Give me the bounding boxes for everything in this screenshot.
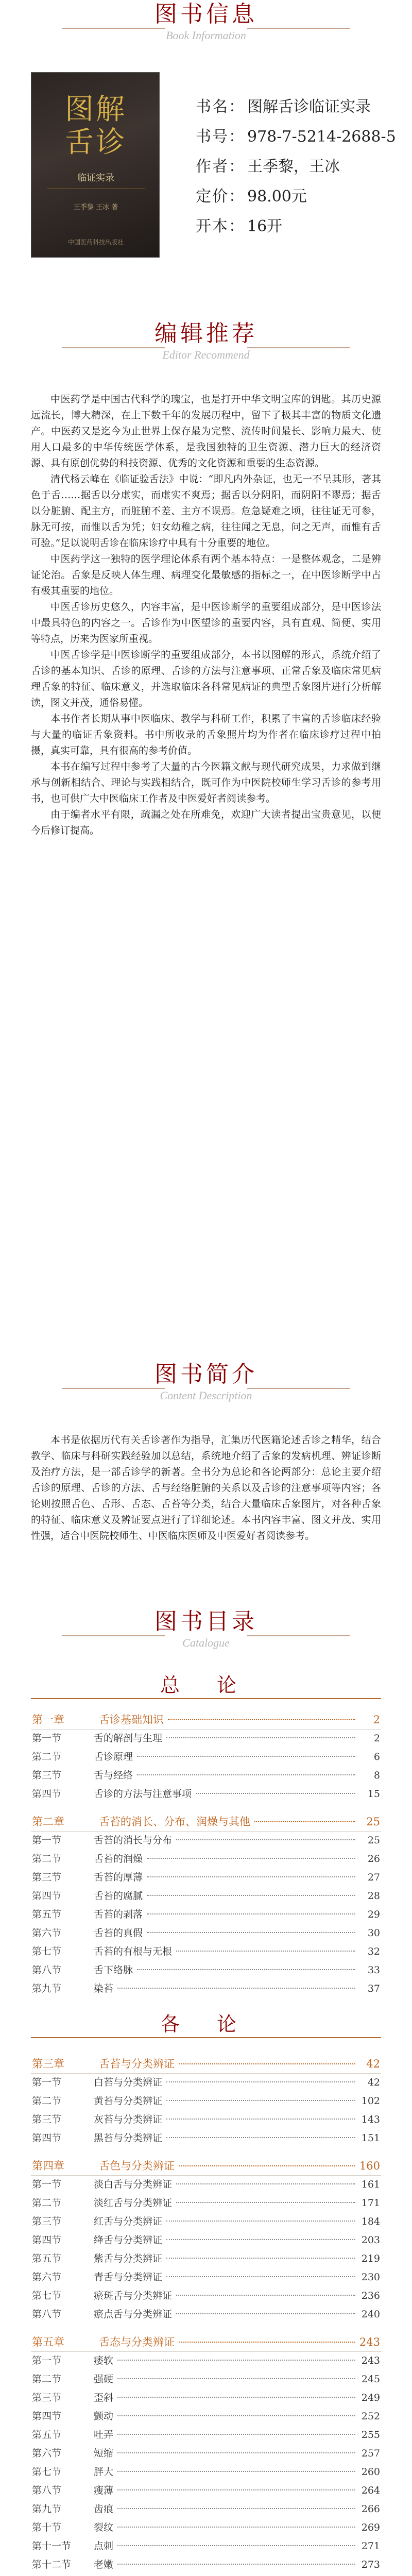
toc-entry-number: 第二节 (32, 2374, 62, 2385)
brief-text (31, 1432, 381, 1544)
toc-entry-page: 230 (361, 2272, 380, 2283)
toc-entry-number: 第七节 (32, 1946, 62, 1957)
toc-section-row (32, 2407, 380, 2426)
toc-entry-number: 第八节 (32, 1964, 62, 1976)
toc-leader-dots (117, 2489, 355, 2490)
toc-entry-title: 点刺 (94, 2540, 114, 2552)
toc-leader-dots (137, 1756, 355, 1757)
toc-section-row (32, 2194, 380, 2212)
toc-section-row (32, 2231, 380, 2249)
toc-entry-page: 245 (361, 2374, 380, 2385)
toc-leader-dots (117, 2434, 355, 2435)
toc-entry-number: 第四节 (32, 2132, 62, 2144)
toc-leader-dots (168, 1719, 355, 1720)
toc-entry-number: 第十节 (32, 2522, 62, 2533)
toc-entry-number: 第二节 (32, 1751, 62, 1762)
toc-chapter-row (32, 1710, 380, 1729)
info-key: 开本 (196, 217, 229, 235)
toc-leader-dots (166, 2081, 355, 2082)
toc-section-row (32, 2286, 380, 2305)
toc-section-row (32, 2370, 380, 2388)
toc-leader-dots (166, 2258, 355, 2259)
toc-chapter-row (32, 2333, 380, 2351)
info-key: 书名 (196, 98, 229, 116)
toc-entry-title: 灰苔与分类辨证 (94, 2114, 163, 2125)
toc-entry-number: 第一节 (32, 2179, 62, 2190)
toc-entry-page (359, 2574, 380, 2576)
toc-entry-number: 第一章 (32, 1714, 64, 1726)
toc-section-row (32, 2555, 380, 2574)
toc-entry-number: 第六节 (32, 2272, 62, 2283)
toc-entry-page: 143 (361, 2114, 380, 2125)
toc-entry-number: 第五节 (32, 2253, 62, 2264)
toc-section-row (32, 2500, 380, 2518)
toc-leader-dots (117, 1988, 355, 1989)
toc-entry-page: 6 (373, 1751, 380, 1762)
toc-entry-page: 42 (367, 2077, 380, 2088)
toc-entry-title: 强硬 (94, 2374, 114, 2385)
toc-entry-number: 第一节 (32, 2355, 62, 2366)
toc-section-row (32, 2092, 380, 2110)
info-value: 图解舌诊临证实录 (247, 98, 371, 116)
toc-entry-page: 243 (359, 2336, 380, 2348)
heading-rule-left (62, 1635, 165, 1636)
toc-entry-number: 第九节 (32, 2503, 62, 2515)
toc-entry-number: 第二节 (32, 1853, 62, 1865)
info-key: 作者 (196, 158, 229, 176)
toc-section-row (32, 2481, 380, 2500)
toc-leader-dots (179, 2165, 355, 2166)
info-row-title: 书名： 图解舌诊临证实录 (196, 98, 371, 116)
toc-part-general: 总 论 (160, 1674, 252, 1697)
toc-leader-dots (147, 1932, 355, 1933)
toc-leader-dots (117, 2397, 355, 2398)
toc-entry-number: 第一节 (32, 2077, 62, 2088)
toc-entry-title: 瘀点舌与分类辨证 (94, 2309, 173, 2320)
toc-entry-number: 第八节 (32, 2309, 62, 2320)
toc-entry-page: 219 (361, 2253, 380, 2264)
toc-entry-title: 歪斜 (94, 2392, 114, 2403)
toc-entry-title: 舌的解剖与生理 (94, 1733, 163, 1744)
toc-entry-title: 老嫩 (94, 2559, 114, 2570)
editor-paragraph: 中医药学这一独特的医学理论体系有两个基本特点：一是整体观念，二是辨证论治。舌象是反映人体生理、病理变化最敏感的指标之一，在中医诊断学中占有极其重要的地位。 (31, 553, 381, 597)
toc-section-row (32, 2426, 380, 2444)
toc-entry-title: 舌色与分类辨证 (99, 2160, 175, 2172)
toc-section-row (32, 2444, 380, 2463)
editor-paragraph: 中医药学是中国古代科学的瑰宝，也是打开中华文明宝库的钥匙。其历史源远流长，博大精深，在上下数千年的发展历程中，留下了极其丰富的物质文化遗产。中医药又是迄今为止世界上保存最为完整、流传时间最长、影响力最大、使用人口最多的中华传统医学体系，是我国独特的卫生资源、潜力巨大的经济资源、具有原创优势的科技资源、优秀的文化资源和重要的生态资源。 (31, 394, 381, 469)
toc-section-row (32, 1748, 380, 1766)
toc-leader-dots (147, 1876, 355, 1877)
toc-heading (0, 1607, 412, 1650)
toc-entry-title: 绛舌与分类辨证 (94, 2234, 163, 2246)
editor-paragraph: 中医舌诊学是中医诊断学的重要组成部分，本书以图解的形式，系统介绍了舌诊的基本知识、舌诊的原理、舌诊的方法与注意事项、正常舌象及临床常见病理舌象的特征、临床意义，并选取临床各科常见病证的典型舌象图片进行分析解读，图文并茂，通俗易懂。 (31, 649, 381, 708)
toc-section-row (32, 2518, 380, 2537)
heading-rule-right (247, 1635, 350, 1636)
toc-section-row (32, 2129, 380, 2147)
toc-chapter-row (32, 2157, 380, 2175)
info-value: 16开 (247, 217, 283, 235)
toc-leader-dots (166, 1737, 355, 1738)
toc-entry-title: 白苔与分类辨证 (94, 2077, 163, 2088)
toc-leader-dots (166, 2239, 355, 2240)
toc-entry-title: 短缩 (94, 2448, 114, 2459)
toc-section-row (32, 2249, 380, 2268)
toc-leader-dots (137, 1969, 355, 1970)
editor-text (31, 392, 381, 839)
toc-leader-dots (196, 1793, 355, 1794)
heading-rule-right (247, 28, 350, 29)
toc-leader-dots (147, 1913, 355, 1914)
toc-entry-title: 染苔 (94, 1983, 114, 1994)
toc-section-row (32, 2463, 380, 2481)
toc-section-row (32, 2351, 380, 2370)
book-info-subtitle: Book Information (166, 29, 246, 42)
toc-entry-number: 第一节 (32, 1733, 62, 1744)
editor-paragraph: 清代杨云峰在《临证验舌法》中说：“即凡内外杂证，也无一不呈其形，著其色于舌……据舌以分虚实，而虚实不爽焉；据舌以分阴阳，而阴阳不谬焉；据舌以分脏腑、配主方，而脏腑不差、主方不误焉。危急疑难之顷，往往证无可参，脉无可按，而惟以舌为凭；妇女幼稚之病，往往闻之无息，问之无声，而惟有舌可验。”足以说明舌诊在临床诊疗中具有十分重要的地位。 (31, 473, 381, 549)
toc-leader-dots (117, 2508, 355, 2509)
toc-leader-dots (176, 1951, 355, 1952)
toc-entry-title: 痿软 (94, 2355, 114, 2366)
editor-paragraph: 中医舌诊历史悠久，内容丰富，是中医诊断学的重要组成部分，是中医诊法中最具特色的内容之一。舌诊作为中医望诊的重要内容，具有直观、简便、实用等特点，历来为医家所重视。 (31, 601, 381, 645)
toc-entry-title: 紫舌与分类辨证 (94, 2253, 163, 2264)
cover-authors: 王季黎 王冰 著 (73, 204, 118, 211)
toc-entry-number (32, 2574, 94, 2576)
toc-entry-page: 29 (367, 1909, 380, 1920)
toc-entry-page: 42 (366, 2058, 380, 2070)
toc-entry-title: 瘦薄 (94, 2485, 114, 2496)
toc-entry-page: 252 (361, 2411, 380, 2422)
toc-section-row (32, 1766, 380, 1785)
toc-section-row (32, 2073, 380, 2092)
toc-entry-title: 吐弄 (94, 2429, 114, 2441)
toc-entry-page: 255 (361, 2429, 380, 2441)
toc-section-row (32, 2305, 380, 2324)
toc-entry-page: 266 (361, 2503, 380, 2515)
toc-entry-title: 舌苔的有根与无根 (94, 1946, 173, 1957)
brief-subtitle: Content Description (160, 1389, 252, 1402)
toc-entry-number: 第十一节 (32, 2540, 72, 2552)
toc-part-rule (31, 1698, 381, 1699)
info-value: 978-7-5214-2688-5 (247, 128, 396, 146)
heading-rule-left (62, 347, 165, 348)
toc-entry-number: 第四节 (32, 1890, 62, 1902)
toc-leader-dots (117, 2564, 355, 2565)
toc-title: 图书目录 (154, 1608, 258, 1635)
cover-publisher: 中国医药科技出版社 (67, 239, 124, 246)
toc-entry-page: 8 (373, 1770, 380, 1781)
toc-leader-dots (254, 1821, 355, 1822)
toc-entry-title: 舌苔的润燥 (94, 1853, 143, 1865)
toc-leader-dots (117, 2545, 355, 2546)
toc-entry-page: 151 (361, 2132, 380, 2144)
toc-chapter-row (32, 2055, 380, 2073)
toc-section-row (32, 1887, 380, 1905)
toc-entry-page: 25 (366, 1816, 380, 1828)
toc-leader-dots (176, 2183, 355, 2184)
toc-leader-dots (179, 2342, 355, 2343)
toc-entry-number: 第二节 (32, 2095, 62, 2107)
toc-chapter-row (32, 1812, 380, 1831)
toc-entry-title: 胖大 (94, 2466, 114, 2478)
toc-leader-dots (166, 2119, 355, 2120)
toc-entry-title: 淡白舌与分类辨证 (94, 2179, 173, 2190)
toc-entry-number: 第一节 (32, 1835, 62, 1846)
toc-entry-title: 青舌与分类辨证 (94, 2272, 163, 2283)
brief-paragraph: 本书是依据历代有关舌诊著作为指导，汇集历代医籍论述舌诊之精华，结合教学、临床与科研实践经验加以总结，系统地介绍了舌象的发病机理、辨证诊断及治疗方法，是一部舌诊学的新著。全书分为总论和各论两部分：总论主要介绍舌诊的原理、舌诊的方法、舌与经络脏腑的关系以及舌诊的注意事项等内容；各论则按照舌色、舌形、舌态、舌苔等分类，结合大量临床舌象图片，对各种舌象的特征、临床意义及辨证要点进行了详细论述。本书内容丰富、图文并茂、实用性强，适合中医院校师生、中医临床医师及中医爱好者阅读参考。 (31, 1434, 381, 1541)
toc-leader-dots (137, 1774, 355, 1775)
toc-entry-page: 260 (361, 2466, 380, 2478)
toc-entry-title: 齿痕 (94, 2503, 114, 2515)
info-row-author: 作者： 王季黎，王冰 (196, 158, 340, 176)
book-cover-image (31, 72, 160, 258)
toc-section-row (32, 2110, 380, 2129)
editor-subtitle: Editor Recommend (162, 348, 250, 361)
toc-leader-dots (176, 2313, 355, 2314)
toc-entry-page: 269 (361, 2522, 380, 2533)
toc-entry-title: 舌态与分类辨证 (99, 2336, 175, 2348)
toc-entry-page: 160 (359, 2160, 380, 2172)
toc-entry-number: 第五节 (32, 1909, 62, 1920)
toc-entry-page: 28 (367, 1890, 380, 1902)
toc-section-row (32, 1924, 380, 1942)
toc-entry-title: 颤动 (94, 2411, 114, 2422)
toc-entry-page: 26 (367, 1853, 380, 1865)
toc-entry-page: 257 (361, 2448, 380, 2459)
editor-heading (0, 319, 412, 362)
toc-entry-page: 33 (367, 1964, 380, 1976)
toc-section-row (32, 1850, 380, 1868)
toc-entry-title: 红舌与分类辨证 (94, 2216, 163, 2227)
toc-entry-title (94, 2574, 113, 2576)
toc-entry-number: 第三节 (32, 1770, 62, 1781)
toc-entry-number: 第四章 (32, 2160, 64, 2172)
toc-section-row (32, 1785, 380, 1803)
toc-section-row (32, 1729, 380, 1748)
toc-section-row (32, 2537, 380, 2555)
toc-part-specific: 各 论 (160, 2013, 252, 2036)
toc-entry-title: 舌诊原理 (94, 1751, 133, 1762)
toc-entry-page: 30 (367, 1927, 380, 1939)
toc-entry-page: 171 (361, 2197, 380, 2209)
toc-entry-title: 舌苔的剥落 (94, 1909, 143, 1920)
toc-entry-title: 舌苔的厚薄 (94, 1872, 143, 1883)
toc-entry-title: 舌苔的真假 (94, 1927, 143, 1939)
toc-entry-page: 184 (361, 2216, 380, 2227)
toc-entry-page: 2 (373, 1714, 380, 1726)
toc-entry-title: 舌下络脉 (94, 1964, 133, 1976)
toc-entry-page: 15 (367, 1788, 380, 1800)
toc-entry-number: 第三节 (32, 2114, 62, 2125)
info-row-price: 定价： 98.00元 (196, 188, 307, 206)
toc-entry-page: 37 (367, 1983, 380, 1994)
info-key: 书号 (196, 128, 229, 146)
heading-rule-left (62, 1388, 165, 1389)
toc-entry-page: 264 (361, 2485, 380, 2496)
toc-entry-title: 舌苔与分类辨证 (99, 2058, 175, 2070)
toc-entry-title: 黑苔与分类辨证 (94, 2132, 163, 2144)
toc-entry-title: 舌与经络 (94, 1770, 133, 1781)
toc-leader-dots (166, 2221, 355, 2222)
toc-leader-dots (117, 2452, 355, 2453)
toc-leader-dots (117, 2415, 355, 2416)
toc-entry-page: 161 (361, 2179, 380, 2190)
toc-entry-number: 第二节 (32, 2197, 62, 2209)
cover-title: 图解舌诊 (65, 93, 127, 159)
toc-entry-page: 2 (373, 1733, 380, 1744)
toc-entry-number: 第四节 (32, 1788, 62, 1800)
editor-paragraph: 由于编者水平有限，疏漏之处在所难免，欢迎广大读者提出宝贵意见，以便今后修订提高。 (31, 809, 381, 836)
toc-entry-page: 249 (361, 2392, 380, 2403)
info-row-format: 开本： 16开 (196, 217, 283, 235)
toc-entry-page: 102 (361, 2095, 380, 2107)
toc-entry-number: 第六节 (32, 1927, 62, 1939)
editor-title: 编辑推荐 (154, 320, 258, 347)
toc-section-row (32, 2574, 380, 2576)
toc-leader-dots (176, 2295, 355, 2296)
toc-leader-dots (147, 1858, 355, 1859)
toc-entry-number: 第五节 (32, 2429, 62, 2441)
toc-section-row (32, 1868, 380, 1887)
toc-subtitle: Catalogue (182, 1636, 230, 1649)
toc-section-row (32, 2388, 380, 2407)
toc-entry-title: 舌苔的消长与分布 (94, 1835, 173, 1846)
toc-entry-page: 25 (367, 1835, 380, 1846)
book-info-heading (0, 0, 412, 42)
editor-paragraph: 本书在编写过程中参考了大量的古今医籍文献与现代研究成果，力求做到继承与创新相结合、理论与实践相结合，既可作为中医院校师生学习舌诊的参考用书，也可供广大中医临床工作者及中医爱好者阅读参考。 (31, 761, 381, 804)
toc-leader-dots (117, 2360, 355, 2361)
toc-leader-dots (176, 2202, 355, 2203)
toc-section-row (32, 1831, 380, 1850)
toc-entry-title: 淡红舌与分类辨证 (94, 2197, 173, 2209)
toc-section-row (32, 1905, 380, 1924)
toc-entry-number: 第三节 (32, 1872, 62, 1883)
heading-rule-left (62, 28, 165, 29)
brief-title: 图书简介 (154, 1361, 258, 1387)
info-value: 王季黎，王冰 (247, 158, 340, 176)
info-value: 98.00元 (247, 188, 307, 206)
toc-entry-number: 第二章 (32, 1816, 64, 1828)
toc-entry-number: 第七节 (32, 2466, 62, 2478)
heading-rule-right (247, 1388, 350, 1389)
toc-entry-page: 32 (367, 1946, 380, 1957)
toc-leader-dots (166, 2100, 355, 2101)
toc-part-rule (31, 2037, 381, 2038)
toc-section-row (32, 2268, 380, 2286)
toc-entry-title: 黄苔与分类辨证 (94, 2095, 163, 2107)
toc-entry-page: 243 (361, 2355, 380, 2366)
toc-leader-dots (176, 1839, 355, 1840)
toc-entry-page: 236 (361, 2290, 380, 2301)
toc-entry-page: 203 (361, 2234, 380, 2246)
toc-entry-number: 第九节 (32, 1983, 62, 1994)
toc-entry-page: 271 (361, 2540, 380, 2552)
heading-rule-right (247, 347, 350, 348)
info-row-isbn: 书号： 978-7-5214-2688-5 (196, 128, 396, 146)
toc-section-row (32, 1942, 380, 1961)
toc-entry-number: 第四节 (32, 2234, 62, 2246)
toc-entry-number: 第四节 (32, 2411, 62, 2422)
toc-section-row (32, 1961, 380, 1979)
toc-entry-page: 27 (367, 1872, 380, 1883)
toc-entry-number: 第三章 (32, 2058, 64, 2070)
toc-section-row (32, 1979, 380, 1998)
editor-paragraph: 本书作者长期从事中医临床、教学与科研工作，积累了丰富的舌诊临床经验与大量的临证舌象资料。书中所收录的舌象照片均为作者在临床诊疗过程中拍摄，真实可靠，具有很高的参考价值。 (31, 713, 381, 756)
toc-leader-dots (179, 2063, 355, 2064)
toc-leader-dots (117, 2471, 355, 2472)
toc-section-row (32, 2212, 380, 2231)
info-key: 定价 (196, 188, 229, 206)
cover-subtitle: 临证实录 (77, 173, 114, 183)
toc-entry-page: 273 (361, 2559, 380, 2570)
toc-leader-dots (166, 2276, 355, 2277)
toc-leader-dots (147, 1895, 355, 1896)
toc-entry-number: 第十二节 (32, 2559, 72, 2570)
toc-entry-title: 舌诊基础知识 (99, 1714, 164, 1726)
toc-entry-title: 舌诊的方法与注意事项 (94, 1788, 192, 1800)
toc-leader-dots (117, 2527, 355, 2528)
toc-entry-title: 瘀斑舌与分类辨证 (94, 2290, 173, 2301)
toc-entry-number: 第五章 (32, 2336, 64, 2348)
toc-leader-dots (117, 2378, 355, 2379)
toc-entry-title: 舌苔的消长、分布、润燥与其他 (99, 1816, 250, 1828)
toc-entry-page: 240 (361, 2309, 380, 2320)
book-info-title: 图书信息 (154, 1, 258, 27)
toc-entry-number: 第七节 (32, 2290, 62, 2301)
toc-section-row (32, 2175, 380, 2194)
toc-leader-dots (166, 2137, 355, 2138)
toc-entry-number: 第三节 (32, 2392, 62, 2403)
toc-entry-title: 裂纹 (94, 2522, 114, 2533)
toc-entry-title: 舌苔的腐腻 (94, 1890, 143, 1902)
toc-entry-number: 第八节 (32, 2485, 62, 2496)
toc-entry-number: 第六节 (32, 2448, 62, 2459)
brief-heading (0, 1360, 412, 1402)
toc-entry-number: 第三节 (32, 2216, 62, 2227)
